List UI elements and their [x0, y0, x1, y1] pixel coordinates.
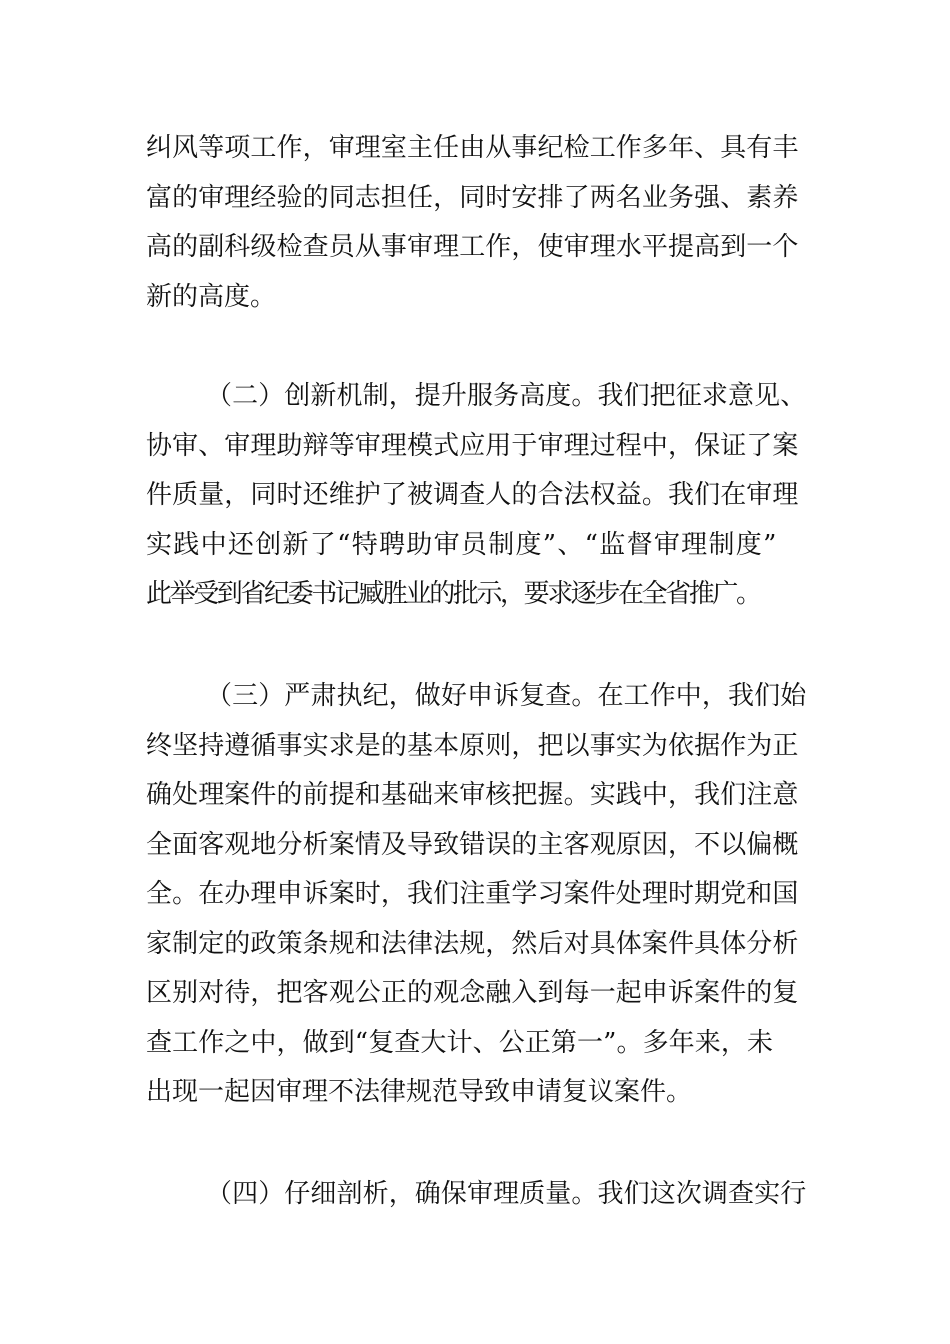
paragraph-3: [146, 672, 816, 1118]
text-line: 高的副科级检查员从事审理工作，使审理水平提高到一个: [146, 232, 799, 262]
paragraph-heading-line: （三）严肃执纪，做好申诉复查。在工作中，我们始: [206, 681, 807, 711]
paragraph-4: [146, 1170, 816, 1220]
paragraph-1: [146, 124, 816, 322]
text-line: 区别对待，把客观公正的观念融入到每一起申诉案件的复: [146, 978, 799, 1008]
text-line: 全面客观地分析案情及导致错误的主客观原因，不以偏概: [146, 829, 799, 860]
text-line: 此举受到省纪委书记臧胜业的批示，要求逐步在全省推广。: [146, 579, 760, 609]
text-line: 实践中还创新了“特聘助审员制度”、“监督审理制度”: [146, 529, 778, 560]
text-line: 新的高度。: [146, 281, 277, 312]
paragraph-heading-line: （四）仔细剖析，确保审理质量。我们这次调查实行: [206, 1179, 807, 1209]
text-line: 协审、审理助辩等审理模式应用于审理过程中，保证了案: [146, 430, 799, 461]
paragraph-2: [146, 372, 816, 620]
text-line: 纠风等项工作，审理室主任由从事纪检工作多年、具有丰: [146, 133, 799, 163]
paragraph-heading-line: （二）创新机制，提升服务高度。我们把征求意见、: [206, 381, 807, 411]
text-line: 查工作之中，做到“复查大计、公正第一”。多年来，未: [146, 1027, 774, 1058]
text-line: 终坚持遵循事实求是的基本原则，把以事实为依据作为正: [146, 730, 799, 761]
text-line: 件质量，同时还维护了被调查人的合法权益。我们在审理: [146, 480, 799, 510]
text-line: 全。在办理申诉案时，我们注重学习案件处理时期党和国: [146, 879, 799, 909]
text-line: 富的审理经验的同志担任，同时安排了两名业务强、素养: [146, 182, 799, 213]
text-line: 家制定的政策条规和法律法规，然后对具体案件具体分析: [146, 928, 799, 959]
text-line: 确处理案件的前提和基础来审核把握。实践中，我们注意: [146, 780, 799, 810]
text-line: 出现一起因审理不法律规范导致申请复议案件。: [146, 1077, 693, 1107]
